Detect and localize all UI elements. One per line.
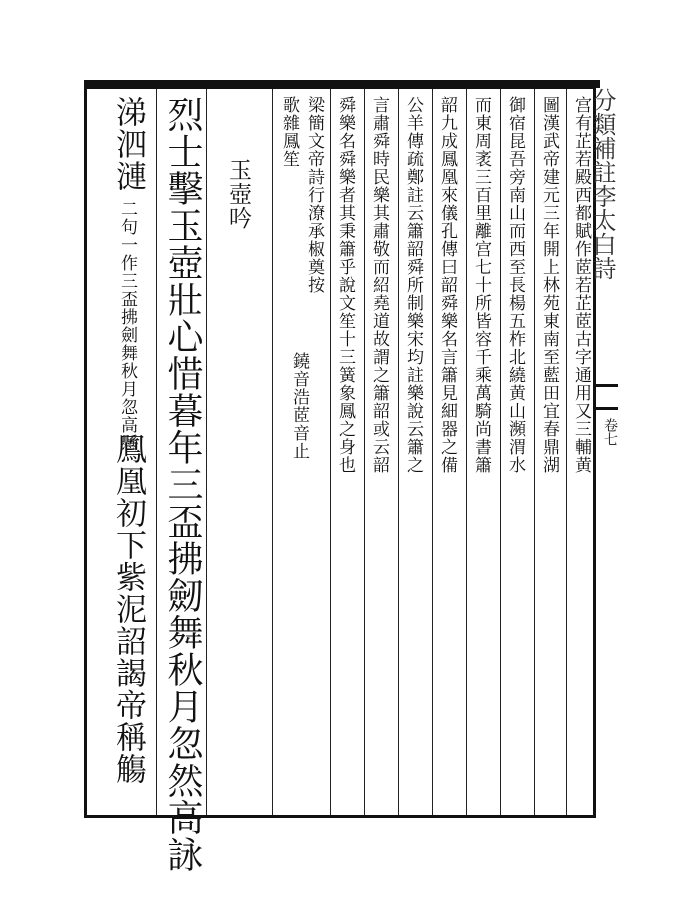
text-column: 御宿昆吾旁南山而西至長楊五柞北繞黄山瀕渭水 xyxy=(505,96,525,474)
text-column-note: 鐃音浩茝音止 xyxy=(289,352,309,460)
poem-annotation: 二句一作三盃拂劍舞秋月忽高懸 xyxy=(117,200,137,452)
text-column: 宫有芷若殿西都賦作茝若芷茝古字通用又三輔黄 xyxy=(571,96,591,474)
text-column: 梁簡文帝詩行潦承椒奠按 xyxy=(304,96,324,294)
text-column: 圖漢武帝建元三年開上林苑東南至藍田宜春鼎湖 xyxy=(539,96,559,474)
column-rule xyxy=(534,89,535,815)
column-rule xyxy=(364,89,365,815)
column-rule xyxy=(466,89,467,815)
poem-line: 涕泗漣 xyxy=(110,96,146,192)
column-rule xyxy=(206,89,207,815)
column-rule xyxy=(156,89,157,815)
text-column: 言肅舜時民樂其肅敬而紹堯道故謂之簫韶或云韶 xyxy=(369,96,389,474)
text-column: 歌雜鳳笙 xyxy=(279,96,299,168)
text-column: 而東周袤三百里離宫七十所皆容千乘萬騎尚書簫 xyxy=(471,96,491,474)
volume-label: 卷七 xyxy=(602,418,618,446)
poem-line: 烈士擊玉壺壯心惜暮年三盃拂劒舞秋月忽然高詠 xyxy=(162,96,203,873)
column-rule xyxy=(500,89,501,815)
text-column: 公羊傳疏鄭註云簫韶舜所制樂宋均註樂說云簫之 xyxy=(403,96,423,474)
text-column: 舜樂名舜樂者其秉簫乎說文笙十三簧象鳳之身也 xyxy=(335,96,355,474)
column-rule xyxy=(566,89,567,815)
tab-notch xyxy=(596,384,618,410)
column-rule xyxy=(330,89,331,815)
text-column: 韶九成鳳凰來儀孔傳曰韶舜樂名言簫見細器之備 xyxy=(437,96,457,474)
column-rule xyxy=(398,89,399,815)
poem-line: 鳳凰初下紫泥詔謁帝稱觴 xyxy=(110,433,146,785)
column-rule xyxy=(432,89,433,815)
poem-title: 玉壺吟 xyxy=(225,158,251,230)
column-rule xyxy=(272,89,273,815)
book-title-header: 分類補註李太白詩 xyxy=(588,88,616,280)
